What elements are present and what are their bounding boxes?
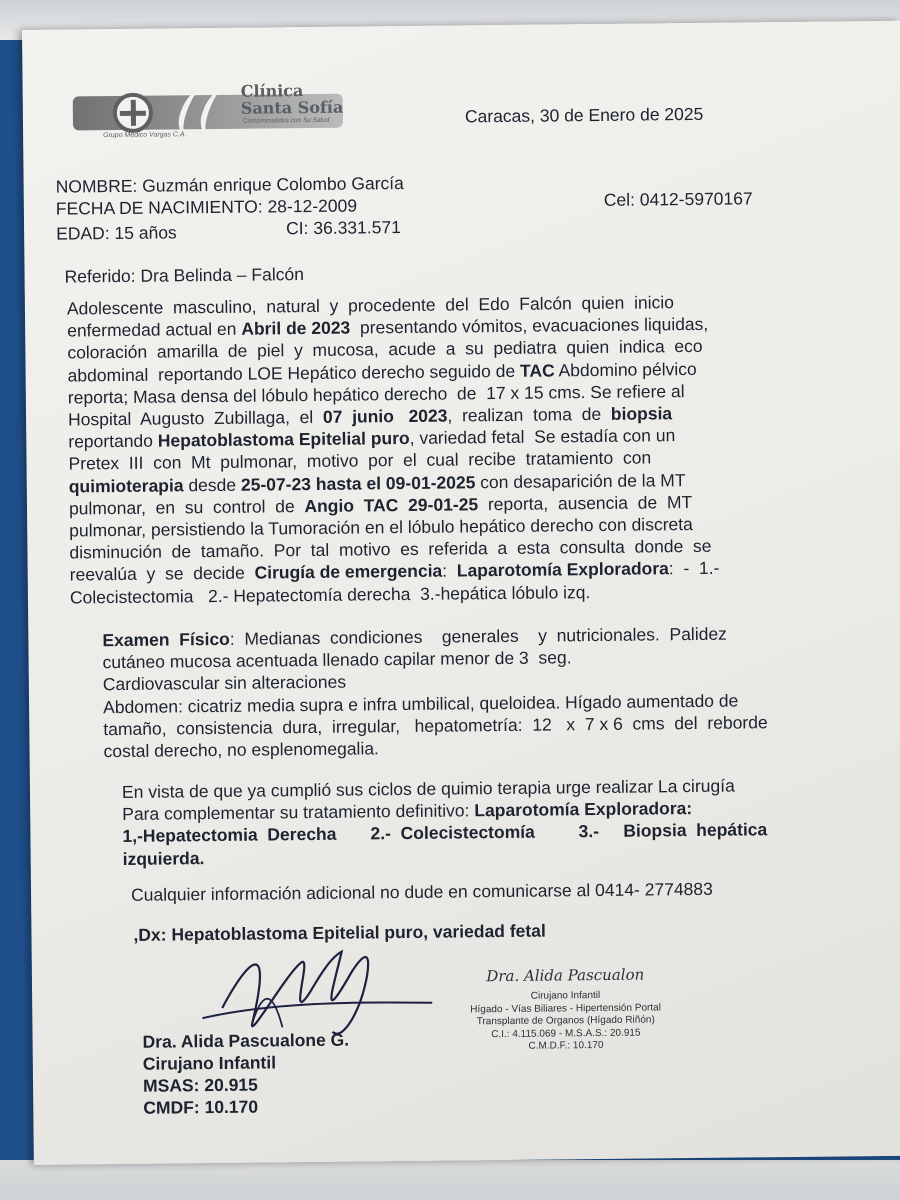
- patient-birthdate: FECHA DE NACIMIENTO: 28-12-2009: [55, 195, 358, 219]
- text-line: pulmonar, persistiendo la Tumoración en el lóbulo hepático derecho con discreta: [69, 514, 693, 541]
- bold-text: 25-07-23 hasta el 09-01-2025: [240, 471, 476, 495]
- text-line: Cardiovascular sin alteraciones: [102, 672, 347, 695]
- contact-info: Cualquier información adicional no dude en comunicarse al 0414- 2774883: [130, 878, 713, 905]
- cross-icon: [113, 93, 153, 133]
- surgical-plan: [122, 773, 843, 869]
- stamp-line: C.I.: 4.115.069 - M.S.A.S.: 20.915: [491, 1027, 641, 1040]
- physical-exam: [102, 621, 843, 762]
- bold-text: Hepatoblastoma Epitelial puro: [157, 428, 410, 451]
- text-line: quimioterapia desde 25-07-23 hasta el 09-01-2025 con desaparición de la MT: [68, 469, 686, 497]
- bold-text: Cirugía de emergencia: [254, 561, 443, 584]
- clinical-history: [67, 289, 840, 608]
- text-line: Hospital Augusto Zubillaga, el 07 junio 2023, realizan toma de biopsia: [67, 403, 673, 430]
- stamp-line: Hígado - Vías Biliares - Hipertensión Portal: [470, 1001, 661, 1015]
- stamp-line: C.M.D.F.: 10.170: [528, 1039, 604, 1052]
- stamp-line: Cirujano Infantil: [530, 989, 601, 1002]
- text-line: Para complementar su tratamiento definitivo: Laparotomía Exploradora:: [122, 798, 693, 825]
- bold-text: 1,-Hepatectomia Derecha 2.- Colecistectomía 3.- Biopsia hepática: [122, 819, 768, 847]
- text-line: cutáneo mucosa acentuada llenado capilar menor de 3 seg.: [102, 647, 572, 673]
- text-line: Abdomen: cicatriz media supra e infra umbilical, queloidea. Hígado aumentado de: [102, 690, 739, 717]
- stamp-line: Transplante de Organos (Hígado Riñón): [476, 1014, 655, 1028]
- clinic-name: [241, 82, 344, 117]
- bold-text: quimioterapia: [68, 474, 184, 497]
- patient-ci: CI: 36.331.571: [285, 217, 402, 239]
- patient-age: EDAD: 15 años: [56, 222, 177, 244]
- text-line: tamaño, consistencia dura, irregular, hepatometría: 12 x 7 x 6 cms del reborde: [103, 712, 768, 739]
- clinic-name-line1: Clínica: [240, 81, 304, 101]
- text-line: abdominal reportando LOE Hepático derecho seguido de TAC Abdomino pélvico: [67, 358, 697, 386]
- bold-text: biopsia: [610, 403, 673, 424]
- clinic-group: Grupo Médico Vargas C.A.: [103, 131, 187, 140]
- bold-text: 07 junio 2023: [322, 405, 448, 427]
- patient-phone: Cel: 0412-5970167: [603, 188, 753, 210]
- signer-cmdf: CMDF: 10.170: [143, 1096, 259, 1118]
- referral: Referido: Dra Belinda – Falcón: [64, 264, 304, 287]
- letter-date: Caracas, 30 de Enero de 2025: [464, 103, 704, 127]
- text-line: En vista de que ya cumplió sus ciclos de quimio terapia urge realizar La cirugía: [121, 775, 735, 802]
- text-line: enfermedad actual en Abril de 2023 presentando vómitos, evacuaciones liquidas,: [67, 314, 709, 341]
- text-line: Adolescente masculino, natural y procedente del Edo Falcón quien inicio: [66, 292, 675, 319]
- bold-text: Examen Físico: [102, 628, 230, 651]
- text-line: Colecistectomia 2.- Hepatectomía derecha 3.-hepática lóbulo izq.: [69, 581, 591, 608]
- text-line: costal derecho, no esplenomegalia.: [103, 738, 379, 762]
- text-line: reportando Hepatoblastoma Epitelial puro, variedad fetal Se estadía con un: [68, 425, 676, 452]
- bold-text: izquierda.: [122, 847, 205, 869]
- patient-name: NOMBRE: Guzmán enrique Colombo García: [55, 173, 404, 197]
- bold-text: TAC: [519, 360, 555, 381]
- diagnosis: ,Dx: Hepatoblastoma Epitelial puro, variedad fetal: [133, 920, 546, 945]
- clinic-tagline: Comprometidos con Su Salud: [242, 116, 330, 125]
- background-bottom-edge: [0, 1160, 900, 1200]
- text-line: disminución de tamaño. Por tal motivo es referida a esta consulta donde se: [69, 536, 712, 563]
- signer-name: Dra. Alida Pascualone G.: [142, 1029, 350, 1052]
- text-line: Pretex III con Mt pulmonar, motivo por el cual recibe tratamiento con: [68, 447, 652, 474]
- text-line: Examen Físico: Medianas condiciones generales y nutricionales. Palidez: [102, 623, 727, 651]
- document-page: [22, 21, 900, 1165]
- text-line: reevalúa y se decide Cirugía de emergencia: Laparotomía Exploradora: - 1.-: [69, 558, 720, 585]
- clinic-logo: [73, 81, 364, 148]
- signature-block: [142, 1029, 349, 1119]
- clinic-name-line2: Santa Sofía: [240, 97, 344, 118]
- text-line: reporta; Masa densa del lóbulo hepático derecho de 17 x 15 cms. Se refiere al: [67, 380, 685, 408]
- text-line: pulmonar, en su control de Angio TAC 29-01-25 reporta, ausencia de MT: [68, 491, 693, 519]
- stamp-name: Dra. Alida Pascualon: [486, 965, 645, 986]
- bold-text: Laparotomía Exploradora:: [474, 798, 693, 821]
- bold-text: Angio TAC 29-01-25: [304, 494, 479, 516]
- doctor-stamp: [470, 965, 662, 1053]
- signer-msas: MSAS: 20.915: [142, 1074, 258, 1096]
- text-line: coloración amarilla de piel y mucosa, acude a su pediatra quien indica eco: [67, 336, 703, 363]
- signer-title: Cirujano Infantil: [142, 1052, 277, 1074]
- bold-text: Abril de 2023: [241, 317, 351, 339]
- bold-text: Laparotomía Exploradora: [456, 558, 669, 581]
